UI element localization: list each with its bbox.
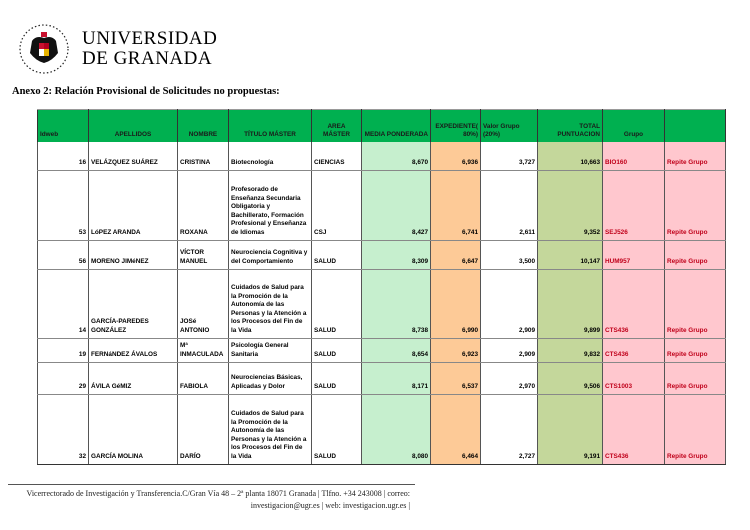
cell-titulo-master: Cuidados de Salud para la Promoción de la Autonomía de las Personas y la Atención a los Procesos del Fin de la Vida [229, 269, 312, 338]
column-header-grupo: Grupo [603, 110, 665, 143]
cell-expediente: 6,923 [431, 338, 481, 362]
cell-estado: Repite Grupo [665, 170, 726, 240]
cell-grupo: HUM957 [603, 240, 665, 269]
cell-valor-grupo: 2,727 [481, 394, 538, 464]
cell-idweb: 56 [38, 240, 89, 269]
cell-area-master: CIENCIAS [312, 142, 362, 170]
cell-expediente: 6,537 [431, 362, 481, 394]
cell-estado: Repite Grupo [665, 362, 726, 394]
cell-expediente: 6,464 [431, 394, 481, 464]
column-header-estado [665, 110, 726, 143]
cell-titulo-master: Neurociencia Cognitiva y del Comportamiento [229, 240, 312, 269]
column-header-valor-grupo: Valor Grupo (20%) [481, 110, 538, 143]
cell-idweb: 32 [38, 394, 89, 464]
cell-titulo-master: Cuidados de Salud para la Promoción de la Autonomía de las Personas y la Atención a los Procesos del Fin de la Vida [229, 394, 312, 464]
cell-estado: Repite Grupo [665, 269, 726, 338]
cell-total-puntuacion: 9,352 [538, 170, 603, 240]
cell-apellidos: ÁVILA GéMIZ [89, 362, 178, 394]
cell-nombre: FABIOLA [178, 362, 229, 394]
table-row [38, 269, 726, 338]
cell-valor-grupo: 2,909 [481, 338, 538, 362]
cell-titulo-master: Psicología General Sanitaria [229, 338, 312, 362]
table-row [38, 362, 726, 394]
cell-area-master: CSJ [312, 170, 362, 240]
cell-nombre: CRISTINA [178, 142, 229, 170]
cell-titulo-master: Neurociencias Básicas, Aplicadas y Dolor [229, 362, 312, 394]
table-row [38, 394, 726, 464]
cell-idweb: 14 [38, 269, 89, 338]
cell-media-ponderada: 8,171 [362, 362, 431, 394]
cell-idweb: 19 [38, 338, 89, 362]
column-header-apellidos: APELLIDOS [89, 110, 178, 143]
cell-area-master: SALUD [312, 362, 362, 394]
table-row [38, 240, 726, 269]
cell-expediente: 6,647 [431, 240, 481, 269]
cell-nombre: Mª INMACULADA [178, 338, 229, 362]
cell-expediente: 6,990 [431, 269, 481, 338]
cell-grupo: CTS436 [603, 269, 665, 338]
cell-idweb: 53 [38, 170, 89, 240]
cell-apellidos: MORENO JIMéNEZ [89, 240, 178, 269]
column-header-total-puntuacion: TOTAL PUNTUACION [538, 110, 603, 143]
cell-total-puntuacion: 9,832 [538, 338, 603, 362]
cell-apellidos: LóPEZ ARANDA [89, 170, 178, 240]
cell-area-master: SALUD [312, 394, 362, 464]
footer-divider [8, 484, 415, 485]
cell-total-puntuacion: 9,506 [538, 362, 603, 394]
cell-titulo-master: Biotecnología [229, 142, 312, 170]
cell-media-ponderada: 8,427 [362, 170, 431, 240]
footer-address: Vicerrectorado de Investigación y Transferencia.C/Gran Vía 48 – 2ª planta 18071 Granada | Tlfno. +34 243008 | correo: [26, 489, 410, 498]
cell-area-master: SALUD [312, 240, 362, 269]
cell-grupo: BIO160 [603, 142, 665, 170]
cell-area-master: SALUD [312, 338, 362, 362]
cell-media-ponderada: 8,738 [362, 269, 431, 338]
cell-total-puntuacion: 9,191 [538, 394, 603, 464]
cell-idweb: 29 [38, 362, 89, 394]
cell-titulo-master: Profesorado de Enseñanza Secundaria Obligatoria y Bachillerato, Formación Profesional y Enseñanza de Idiomas [229, 170, 312, 240]
cell-valor-grupo: 3,500 [481, 240, 538, 269]
cell-apellidos: GARCÍA MOLINA [89, 394, 178, 464]
column-header-titulo-master: TÍTULO MÁSTER [229, 110, 312, 143]
university-name-line1: UNIVERSIDAD [82, 28, 218, 49]
cell-apellidos: GARCÍA-PAREDES GONZÁLEZ [89, 269, 178, 338]
university-name-line2: DE GRANADA [82, 48, 213, 69]
cell-apellidos: VELÁZQUEZ SUÁREZ [89, 142, 178, 170]
cell-grupo: SEJ526 [603, 170, 665, 240]
cell-idweb: 16 [38, 142, 89, 170]
cell-nombre: DARÍO [178, 394, 229, 464]
cell-total-puntuacion: 10,663 [538, 142, 603, 170]
cell-apellidos: FERNáNDEZ ÁVALOS [89, 338, 178, 362]
cell-grupo: CTS1003 [603, 362, 665, 394]
cell-expediente: 6,741 [431, 170, 481, 240]
column-header-idweb: Idweb [38, 110, 89, 143]
cell-estado: Repite Grupo [665, 142, 726, 170]
cell-total-puntuacion: 10,147 [538, 240, 603, 269]
cell-estado: Repite Grupo [665, 394, 726, 464]
table-row [38, 338, 726, 362]
cell-area-master: SALUD [312, 269, 362, 338]
cell-valor-grupo: 2,909 [481, 269, 538, 338]
footer [8, 488, 410, 512]
cell-media-ponderada: 8,654 [362, 338, 431, 362]
annex-title: Anexo 2: Relación Provisional de Solicitudes no propuestas: [12, 86, 280, 97]
column-header-area-master: AREA MÁSTER [312, 110, 362, 143]
footer-contact: investigacion@ugr.es | web: investigacion.ugr.es | [250, 501, 410, 510]
table-row [38, 170, 726, 240]
university-seal-icon [18, 23, 70, 75]
cell-expediente: 6,936 [431, 142, 481, 170]
cell-grupo: CTS436 [603, 338, 665, 362]
column-header-nombre: NOMBRE [178, 110, 229, 143]
column-header-media-ponderada: MEDIA PONDERADA [362, 110, 431, 143]
cell-estado: Repite Grupo [665, 338, 726, 362]
cell-nombre: ROXANA [178, 170, 229, 240]
table-row [38, 142, 726, 170]
column-header-expediente: EXPEDIENTE( 80%) [431, 110, 481, 143]
table-header-row [38, 110, 726, 143]
cell-valor-grupo: 2,611 [481, 170, 538, 240]
cell-valor-grupo: 2,970 [481, 362, 538, 394]
cell-media-ponderada: 8,309 [362, 240, 431, 269]
cell-grupo: CTS436 [603, 394, 665, 464]
university-name [82, 29, 217, 69]
cell-valor-grupo: 3,727 [481, 142, 538, 170]
cell-estado: Repite Grupo [665, 240, 726, 269]
cell-total-puntuacion: 9,899 [538, 269, 603, 338]
applications-table [37, 109, 726, 465]
cell-media-ponderada: 8,670 [362, 142, 431, 170]
cell-media-ponderada: 8,080 [362, 394, 431, 464]
cell-nombre: VÍCTOR MANUEL [178, 240, 229, 269]
cell-nombre: JOSé ANTONIO [178, 269, 229, 338]
